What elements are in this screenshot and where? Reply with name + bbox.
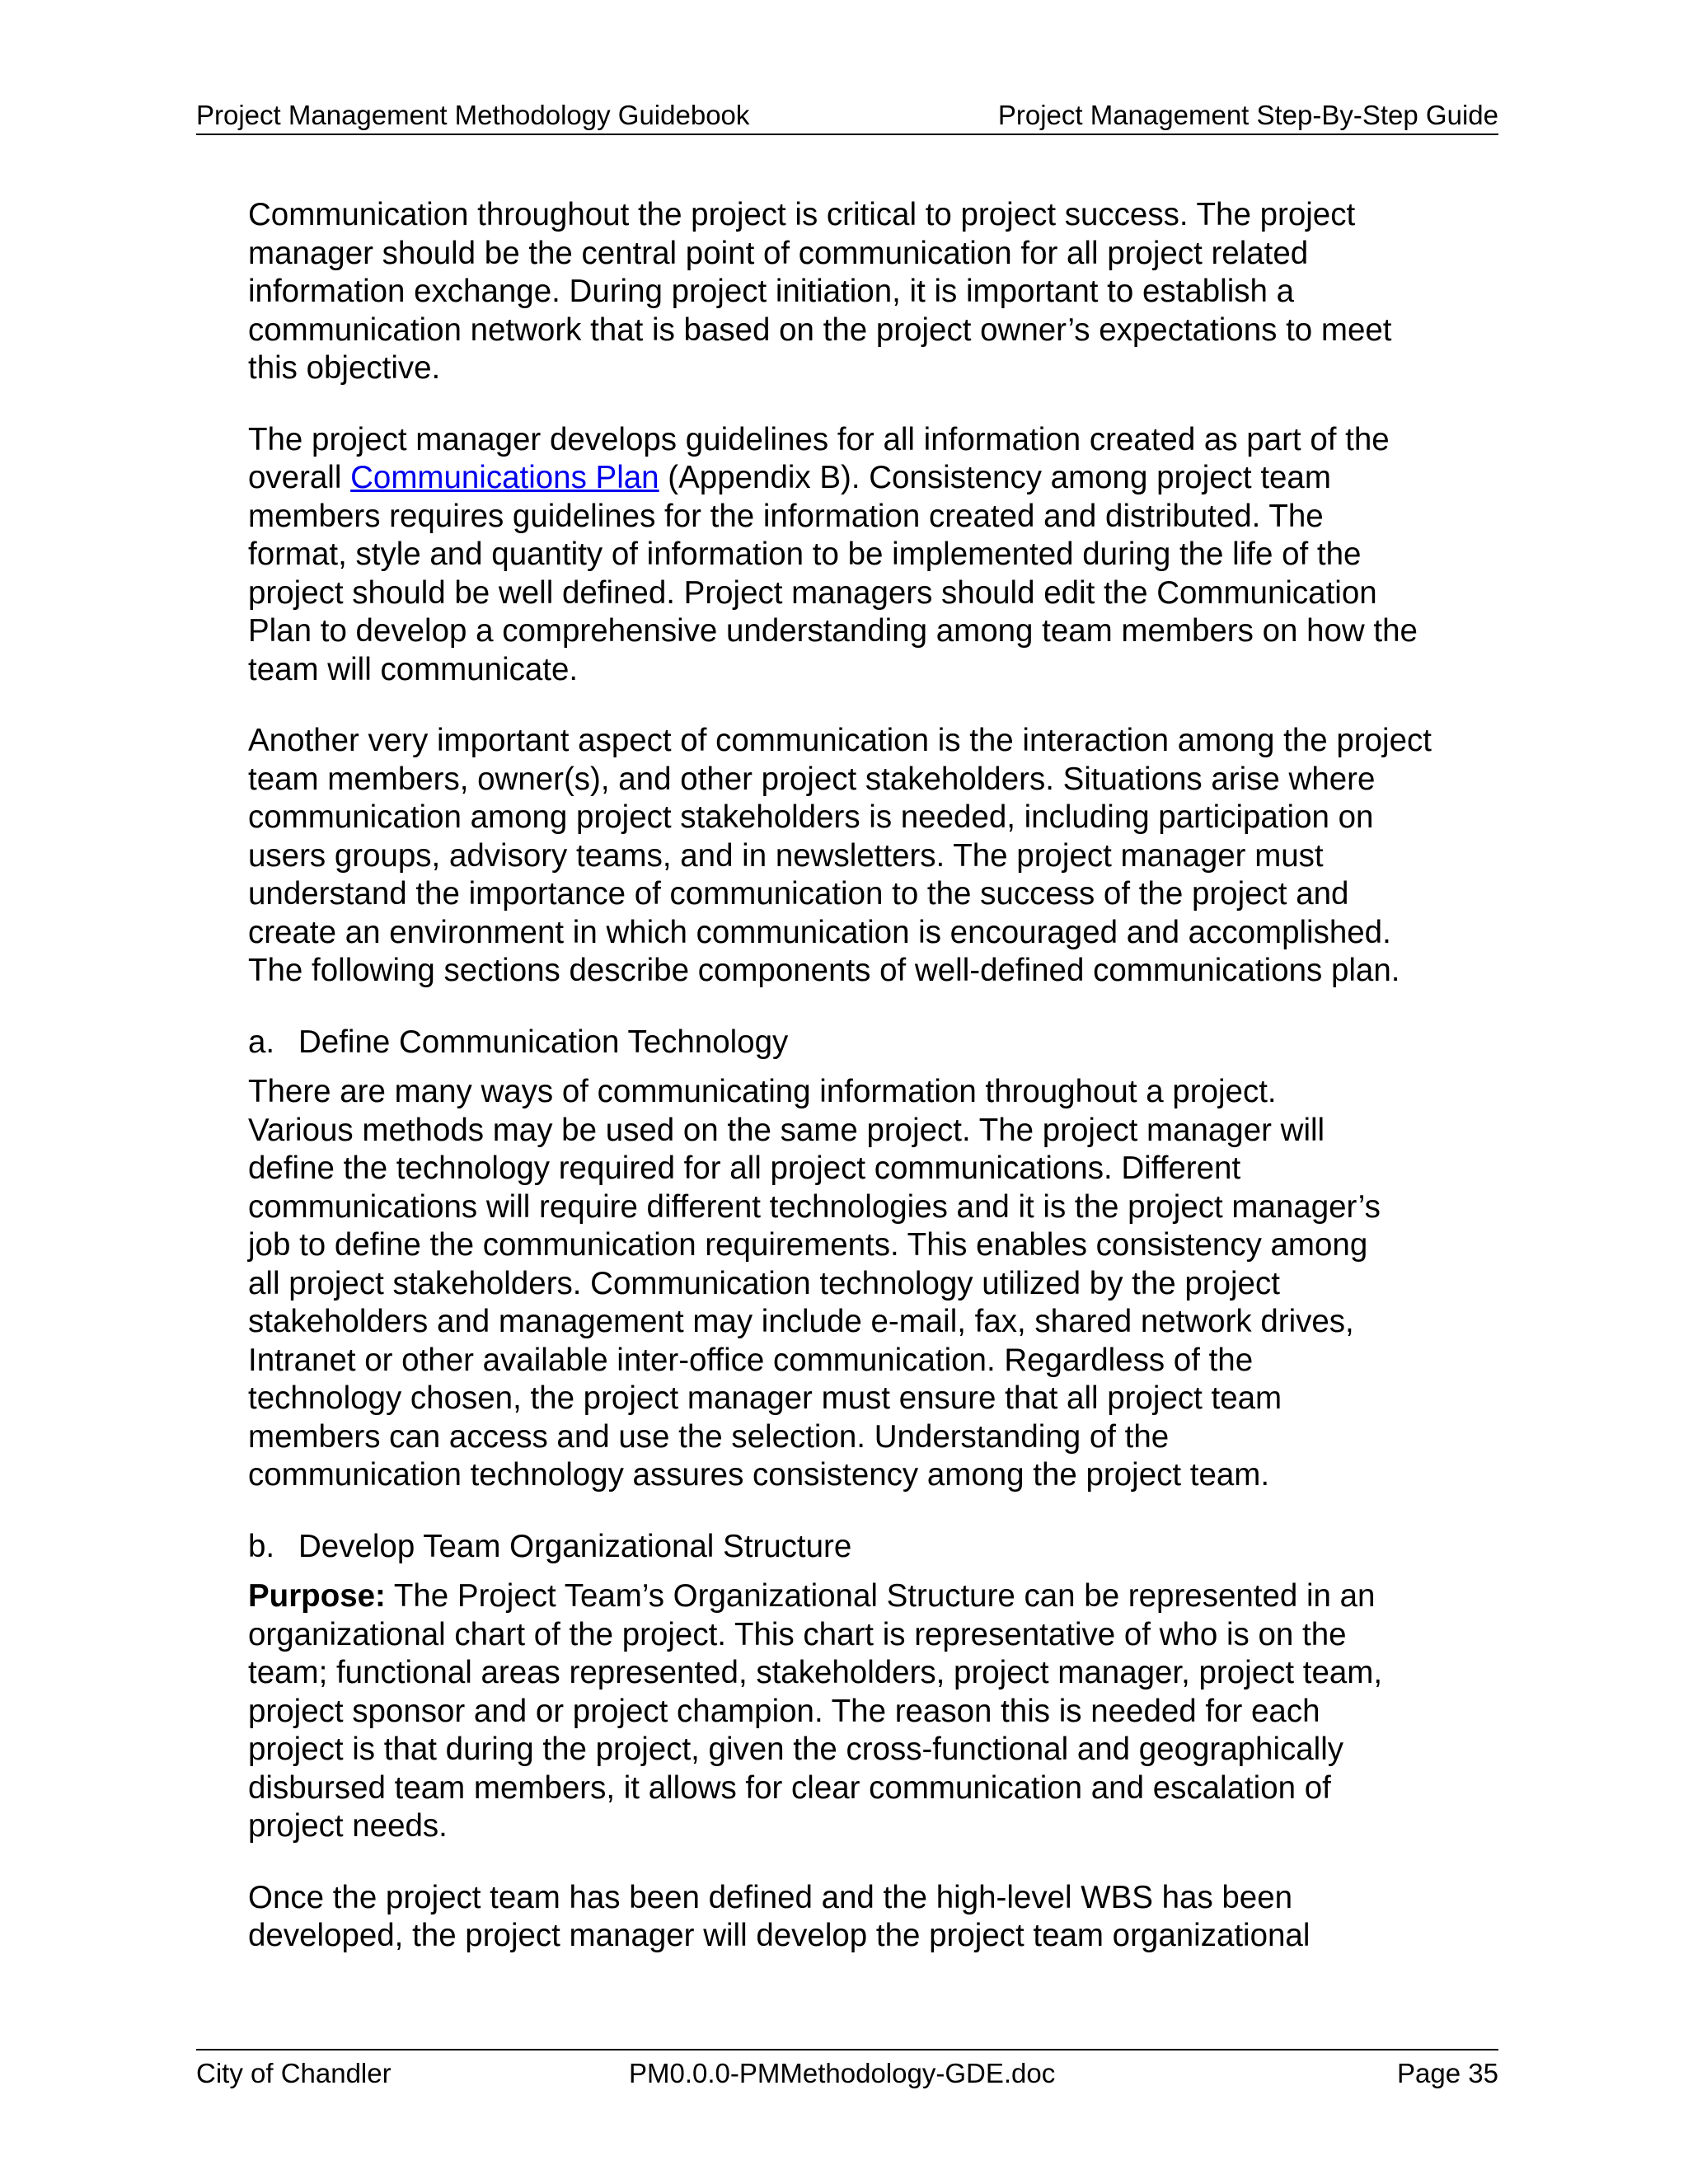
text-line: project sponsor and or project champion. The reason this is needed for each <box>248 1693 1320 1729</box>
text-line: communication technology assures consistency among the project team. <box>248 1457 1270 1493</box>
text-line: developed, the project manager will develop the project team organizational <box>248 1918 1311 1953</box>
section-title: Develop Team Organizational Structure <box>298 1528 852 1564</box>
section-b-heading <box>248 1528 1501 1567</box>
text-line: project needs. <box>248 1808 448 1844</box>
text-line: team members, owner(s), and other project stakeholders. Situations arise where <box>248 761 1376 797</box>
communications-plan-link[interactable]: Communications Plan <box>350 460 659 495</box>
text-line: team; functional areas represented, stakeholders, project manager, project team, <box>248 1655 1383 1690</box>
page-body <box>248 196 1501 1989</box>
text-line: understand the importance of communication to the success of the project and <box>248 876 1349 912</box>
text-line: all project stakeholders. Communication technology utilized by the project <box>248 1265 1280 1301</box>
text-fragment: (Appendix B). Consistency among project team <box>659 460 1331 495</box>
header-section-title: Project Management Step-By-Step Guide <box>997 100 1498 130</box>
section-a-heading <box>248 1024 1501 1062</box>
text-line: job to define the communication requirements. This enables consistency among <box>248 1227 1368 1263</box>
text-fragment: The Project Team’s Organizational Structure can be represented in an <box>385 1578 1376 1614</box>
list-marker: b. <box>248 1528 275 1564</box>
text-line <box>248 1577 1501 1616</box>
text-line: There are many ways of communicating information throughout a project. <box>248 1074 1277 1109</box>
text-line: members requires guidelines for the information created and distributed. The <box>248 498 1324 534</box>
footer-page-number: Page 35 <box>1397 2058 1498 2088</box>
paragraph-guidelines <box>248 421 1501 690</box>
paragraph-org-chart-development <box>248 1879 1501 1956</box>
text-line: information exchange. During project initiation, it is important to establish a <box>248 274 1295 309</box>
text-line: Once the project team has been defined and the high-level WBS has been <box>248 1879 1293 1915</box>
text-line: project is that during the project, given the cross-functional and geographically <box>248 1732 1344 1767</box>
paragraph-communication-intro <box>248 196 1501 388</box>
text-line: Another very important aspect of communication is the interaction among the project <box>248 723 1432 758</box>
text-line: disbursed team members, it allows for clear communication and escalation of <box>248 1769 1331 1806</box>
text-line: The project manager develops guidelines for all information created as part of the <box>248 421 1390 457</box>
text-line: define the technology required for all project communications. Different <box>248 1151 1241 1186</box>
text-line: manager should be the central point of communication for all project related <box>248 235 1309 271</box>
paragraph-stakeholder-interaction <box>248 722 1501 991</box>
text-fragment: overall <box>248 460 351 495</box>
text-line: Plan to develop a comprehensive understanding among team members on how the <box>248 613 1418 649</box>
text-line: The following sections describe components of well-defined communications plan. <box>248 953 1400 988</box>
text-line: members can access and use the selection. Understanding of the <box>248 1418 1170 1455</box>
section-title: Define Communication Technology <box>298 1024 789 1060</box>
header-document-title: Project Management Methodology Guidebook <box>196 100 750 130</box>
text-line: communication among project stakeholders is needed, including participation on <box>248 799 1374 835</box>
page-footer <box>196 2049 1498 2090</box>
purpose-label: Purpose: <box>248 1578 386 1614</box>
text-line: stakeholders and management may include e-mail, fax, shared network drives, <box>248 1304 1354 1339</box>
footer-filename: PM0.0.0-PMMethodology-GDE.doc <box>629 2058 1056 2088</box>
paragraph-communication-technology <box>248 1073 1501 1495</box>
list-marker: a. <box>248 1024 275 1060</box>
text-line: technology chosen, the project manager must ensure that all project team <box>248 1380 1282 1416</box>
text-line: communications will require different technologies and it is the project manager’s <box>248 1188 1381 1225</box>
text-line: Intranet or other available inter-office communication. Regardless of the <box>248 1342 1254 1378</box>
text-line: Communication throughout the project is critical to project success. The project <box>248 197 1356 232</box>
text-line: project should be well defined. Project managers should edit the Communication <box>248 574 1377 611</box>
text-line: create an environment in which communication is encouraged and accomplished. <box>248 914 1391 950</box>
text-line-with-link <box>248 459 1501 498</box>
paragraph-purpose <box>248 1577 1501 1846</box>
text-line: format, style and quantity of information to be implemented during the life of the <box>248 537 1362 572</box>
text-line: Various methods may be used on the same project. The project manager will <box>248 1112 1325 1148</box>
footer-organization: City of Chandler <box>196 2058 392 2088</box>
text-line: communication network that is based on the project owner’s expectations to meet <box>248 312 1392 348</box>
page-header <box>196 97 1498 135</box>
text-line: organizational chart of the project. This chart is representative of who is on the <box>248 1616 1347 1652</box>
text-line: users groups, advisory teams, and in newsletters. The project manager must <box>248 837 1324 874</box>
text-line: team will communicate. <box>248 651 579 687</box>
text-line: this objective. <box>248 350 441 386</box>
